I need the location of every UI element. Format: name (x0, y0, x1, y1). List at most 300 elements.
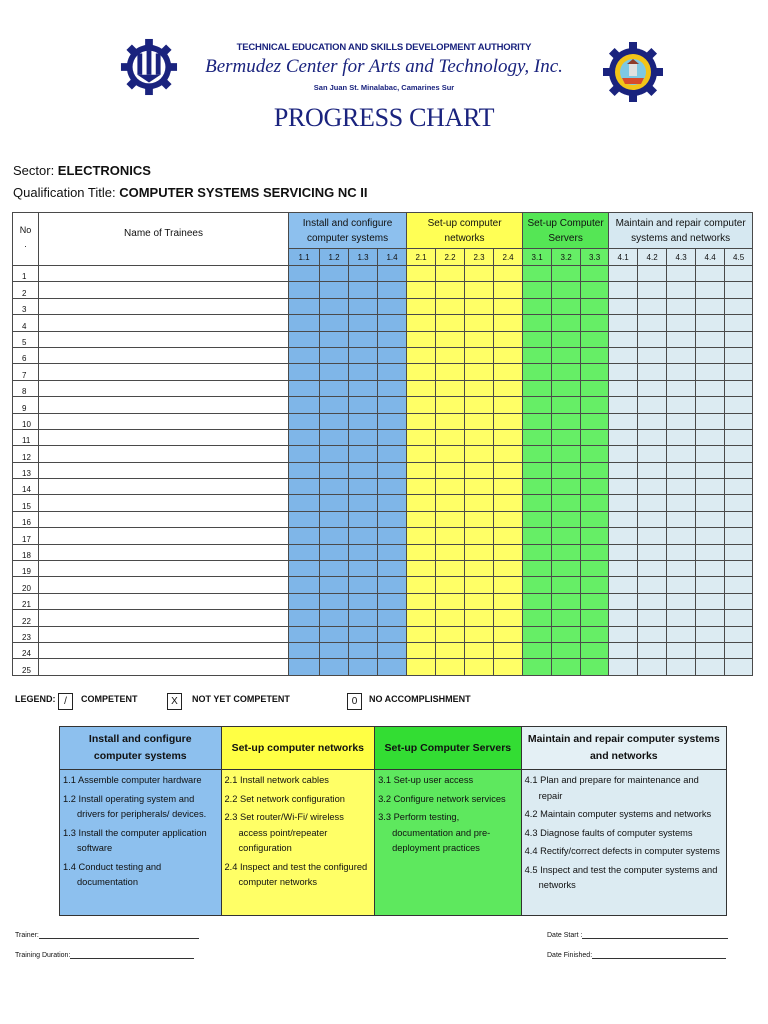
progress-cell[interactable] (465, 446, 494, 462)
progress-cell[interactable] (289, 593, 320, 609)
progress-cell[interactable] (725, 364, 753, 380)
progress-cell[interactable] (494, 462, 523, 478)
progress-cell[interactable] (609, 282, 638, 298)
progress-cell[interactable] (696, 315, 725, 331)
progress-cell[interactable] (696, 495, 725, 511)
progress-cell[interactable] (494, 659, 523, 675)
progress-cell[interactable] (523, 528, 552, 544)
progress-cell[interactable] (349, 315, 378, 331)
progress-cell[interactable] (407, 347, 436, 363)
progress-cell[interactable] (552, 380, 581, 396)
progress-cell[interactable] (609, 659, 638, 675)
progress-cell[interactable] (320, 347, 349, 363)
progress-cell[interactable] (523, 495, 552, 511)
progress-cell[interactable] (609, 626, 638, 642)
progress-cell[interactable] (289, 511, 320, 527)
progress-cell[interactable] (696, 298, 725, 314)
progress-cell[interactable] (465, 413, 494, 429)
progress-cell[interactable] (638, 298, 667, 314)
progress-cell[interactable] (320, 626, 349, 642)
progress-cell[interactable] (320, 446, 349, 462)
date-start-field[interactable] (547, 931, 728, 939)
progress-cell[interactable] (696, 544, 725, 560)
progress-cell[interactable] (289, 642, 320, 658)
progress-cell[interactable] (638, 610, 667, 626)
progress-cell[interactable] (609, 446, 638, 462)
progress-cell[interactable] (638, 413, 667, 429)
progress-cell[interactable] (609, 462, 638, 478)
progress-cell[interactable] (465, 347, 494, 363)
progress-cell[interactable] (349, 495, 378, 511)
progress-cell[interactable] (289, 298, 320, 314)
progress-cell[interactable] (378, 495, 407, 511)
progress-cell[interactable] (523, 479, 552, 495)
progress-cell[interactable] (289, 577, 320, 593)
trainee-name-cell[interactable] (39, 511, 289, 527)
progress-cell[interactable] (289, 380, 320, 396)
progress-cell[interactable] (552, 495, 581, 511)
progress-cell[interactable] (407, 561, 436, 577)
progress-cell[interactable] (725, 642, 753, 658)
progress-cell[interactable] (667, 282, 696, 298)
progress-cell[interactable] (407, 544, 436, 560)
progress-cell[interactable] (436, 380, 465, 396)
progress-cell[interactable] (667, 577, 696, 593)
progress-cell[interactable] (289, 479, 320, 495)
trainee-name-cell[interactable] (39, 659, 289, 675)
progress-cell[interactable] (349, 298, 378, 314)
progress-cell[interactable] (523, 397, 552, 413)
progress-cell[interactable] (349, 266, 378, 282)
progress-cell[interactable] (667, 364, 696, 380)
progress-cell[interactable] (407, 610, 436, 626)
progress-cell[interactable] (320, 298, 349, 314)
progress-cell[interactable] (581, 446, 609, 462)
progress-cell[interactable] (289, 282, 320, 298)
progress-cell[interactable] (725, 413, 753, 429)
progress-cell[interactable] (638, 561, 667, 577)
progress-cell[interactable] (378, 413, 407, 429)
progress-cell[interactable] (320, 495, 349, 511)
progress-cell[interactable] (667, 462, 696, 478)
progress-cell[interactable] (581, 495, 609, 511)
progress-cell[interactable] (696, 659, 725, 675)
progress-cell[interactable] (407, 266, 436, 282)
trainee-name-cell[interactable] (39, 544, 289, 560)
date-finished-line[interactable] (592, 951, 726, 959)
progress-cell[interactable] (378, 347, 407, 363)
trainee-name-cell[interactable] (39, 315, 289, 331)
progress-cell[interactable] (609, 331, 638, 347)
progress-cell[interactable] (289, 331, 320, 347)
progress-cell[interactable] (609, 397, 638, 413)
progress-cell[interactable] (320, 413, 349, 429)
progress-cell[interactable] (465, 626, 494, 642)
progress-cell[interactable] (725, 397, 753, 413)
progress-cell[interactable] (581, 593, 609, 609)
progress-cell[interactable] (609, 610, 638, 626)
progress-cell[interactable] (696, 626, 725, 642)
progress-cell[interactable] (552, 413, 581, 429)
progress-cell[interactable] (696, 331, 725, 347)
progress-cell[interactable] (552, 642, 581, 658)
progress-cell[interactable] (436, 413, 465, 429)
progress-cell[interactable] (320, 544, 349, 560)
progress-cell[interactable] (638, 462, 667, 478)
progress-cell[interactable] (638, 642, 667, 658)
progress-cell[interactable] (523, 462, 552, 478)
progress-cell[interactable] (667, 380, 696, 396)
progress-cell[interactable] (696, 347, 725, 363)
progress-cell[interactable] (436, 315, 465, 331)
progress-cell[interactable] (349, 626, 378, 642)
progress-cell[interactable] (552, 479, 581, 495)
progress-cell[interactable] (494, 544, 523, 560)
progress-cell[interactable] (320, 593, 349, 609)
progress-cell[interactable] (436, 561, 465, 577)
progress-cell[interactable] (609, 364, 638, 380)
progress-cell[interactable] (725, 282, 753, 298)
progress-cell[interactable] (320, 315, 349, 331)
progress-cell[interactable] (552, 511, 581, 527)
progress-cell[interactable] (667, 642, 696, 658)
progress-cell[interactable] (609, 479, 638, 495)
progress-cell[interactable] (465, 380, 494, 396)
progress-cell[interactable] (465, 528, 494, 544)
progress-cell[interactable] (725, 347, 753, 363)
trainer-line[interactable] (39, 931, 199, 939)
progress-cell[interactable] (320, 642, 349, 658)
progress-cell[interactable] (320, 380, 349, 396)
progress-cell[interactable] (609, 298, 638, 314)
progress-cell[interactable] (349, 659, 378, 675)
progress-cell[interactable] (494, 626, 523, 642)
progress-cell[interactable] (378, 282, 407, 298)
progress-cell[interactable] (378, 479, 407, 495)
progress-cell[interactable] (349, 511, 378, 527)
progress-cell[interactable] (349, 413, 378, 429)
progress-cell[interactable] (696, 266, 725, 282)
progress-cell[interactable] (725, 479, 753, 495)
progress-cell[interactable] (523, 364, 552, 380)
progress-cell[interactable] (349, 364, 378, 380)
progress-cell[interactable] (465, 429, 494, 445)
progress-cell[interactable] (696, 397, 725, 413)
progress-cell[interactable] (552, 298, 581, 314)
progress-cell[interactable] (523, 347, 552, 363)
progress-cell[interactable] (581, 315, 609, 331)
progress-cell[interactable] (638, 659, 667, 675)
progress-cell[interactable] (725, 659, 753, 675)
progress-cell[interactable] (638, 315, 667, 331)
progress-cell[interactable] (725, 462, 753, 478)
progress-cell[interactable] (289, 626, 320, 642)
progress-cell[interactable] (378, 298, 407, 314)
progress-cell[interactable] (378, 659, 407, 675)
progress-cell[interactable] (638, 282, 667, 298)
trainee-name-cell[interactable] (39, 331, 289, 347)
progress-cell[interactable] (436, 347, 465, 363)
progress-cell[interactable] (609, 528, 638, 544)
trainee-name-cell[interactable] (39, 413, 289, 429)
progress-cell[interactable] (581, 659, 609, 675)
progress-cell[interactable] (725, 495, 753, 511)
progress-cell[interactable] (465, 511, 494, 527)
trainee-name-cell[interactable] (39, 282, 289, 298)
progress-cell[interactable] (523, 577, 552, 593)
progress-cell[interactable] (581, 479, 609, 495)
progress-cell[interactable] (523, 561, 552, 577)
progress-cell[interactable] (289, 446, 320, 462)
progress-cell[interactable] (696, 429, 725, 445)
progress-cell[interactable] (407, 282, 436, 298)
progress-cell[interactable] (349, 593, 378, 609)
progress-cell[interactable] (638, 495, 667, 511)
progress-cell[interactable] (696, 446, 725, 462)
progress-cell[interactable] (667, 659, 696, 675)
progress-cell[interactable] (494, 528, 523, 544)
progress-cell[interactable] (581, 298, 609, 314)
progress-cell[interactable] (436, 577, 465, 593)
progress-cell[interactable] (494, 577, 523, 593)
progress-cell[interactable] (667, 511, 696, 527)
progress-cell[interactable] (523, 380, 552, 396)
progress-cell[interactable] (696, 479, 725, 495)
progress-cell[interactable] (523, 544, 552, 560)
progress-cell[interactable] (289, 429, 320, 445)
trainee-name-cell[interactable] (39, 479, 289, 495)
progress-cell[interactable] (552, 429, 581, 445)
progress-cell[interactable] (436, 446, 465, 462)
progress-cell[interactable] (609, 593, 638, 609)
progress-cell[interactable] (407, 659, 436, 675)
progress-cell[interactable] (494, 446, 523, 462)
progress-cell[interactable] (609, 380, 638, 396)
progress-cell[interactable] (494, 642, 523, 658)
progress-cell[interactable] (289, 495, 320, 511)
progress-cell[interactable] (638, 544, 667, 560)
progress-cell[interactable] (407, 528, 436, 544)
progress-cell[interactable] (407, 462, 436, 478)
progress-cell[interactable] (725, 528, 753, 544)
progress-cell[interactable] (407, 593, 436, 609)
trainee-name-cell[interactable] (39, 429, 289, 445)
progress-cell[interactable] (289, 397, 320, 413)
trainee-name-cell[interactable] (39, 642, 289, 658)
trainee-name-cell[interactable] (39, 364, 289, 380)
progress-cell[interactable] (320, 364, 349, 380)
progress-cell[interactable] (581, 610, 609, 626)
progress-cell[interactable] (696, 561, 725, 577)
progress-cell[interactable] (436, 528, 465, 544)
progress-cell[interactable] (320, 479, 349, 495)
progress-cell[interactable] (436, 511, 465, 527)
trainee-name-cell[interactable] (39, 397, 289, 413)
progress-cell[interactable] (378, 266, 407, 282)
progress-cell[interactable] (378, 397, 407, 413)
progress-cell[interactable] (523, 659, 552, 675)
progress-cell[interactable] (436, 282, 465, 298)
progress-cell[interactable] (320, 429, 349, 445)
progress-cell[interactable] (494, 347, 523, 363)
progress-cell[interactable] (378, 561, 407, 577)
progress-cell[interactable] (436, 593, 465, 609)
progress-cell[interactable] (465, 610, 494, 626)
progress-cell[interactable] (638, 511, 667, 527)
progress-cell[interactable] (552, 282, 581, 298)
trainee-name-cell[interactable] (39, 266, 289, 282)
progress-cell[interactable] (465, 479, 494, 495)
progress-cell[interactable] (667, 331, 696, 347)
progress-cell[interactable] (378, 446, 407, 462)
progress-cell[interactable] (581, 282, 609, 298)
progress-cell[interactable] (289, 528, 320, 544)
progress-cell[interactable] (667, 528, 696, 544)
progress-cell[interactable] (696, 593, 725, 609)
progress-cell[interactable] (667, 626, 696, 642)
progress-cell[interactable] (609, 561, 638, 577)
progress-cell[interactable] (494, 266, 523, 282)
progress-cell[interactable] (465, 315, 494, 331)
progress-cell[interactable] (725, 380, 753, 396)
progress-cell[interactable] (667, 266, 696, 282)
progress-cell[interactable] (465, 331, 494, 347)
progress-cell[interactable] (320, 511, 349, 527)
progress-cell[interactable] (465, 659, 494, 675)
progress-cell[interactable] (407, 397, 436, 413)
progress-cell[interactable] (465, 544, 494, 560)
progress-cell[interactable] (407, 495, 436, 511)
progress-cell[interactable] (581, 380, 609, 396)
progress-cell[interactable] (378, 626, 407, 642)
trainee-name-cell[interactable] (39, 626, 289, 642)
progress-cell[interactable] (407, 446, 436, 462)
progress-cell[interactable] (581, 429, 609, 445)
progress-cell[interactable] (349, 544, 378, 560)
progress-cell[interactable] (349, 561, 378, 577)
progress-cell[interactable] (407, 511, 436, 527)
progress-cell[interactable] (667, 397, 696, 413)
progress-cell[interactable] (465, 364, 494, 380)
progress-cell[interactable] (581, 561, 609, 577)
trainee-name-cell[interactable] (39, 380, 289, 396)
progress-cell[interactable] (349, 479, 378, 495)
progress-cell[interactable] (465, 397, 494, 413)
progress-cell[interactable] (552, 593, 581, 609)
progress-cell[interactable] (494, 315, 523, 331)
progress-cell[interactable] (523, 429, 552, 445)
progress-cell[interactable] (552, 659, 581, 675)
trainee-name-cell[interactable] (39, 528, 289, 544)
progress-cell[interactable] (552, 331, 581, 347)
progress-cell[interactable] (494, 282, 523, 298)
trainee-name-cell[interactable] (39, 610, 289, 626)
progress-cell[interactable] (436, 479, 465, 495)
progress-cell[interactable] (349, 397, 378, 413)
progress-cell[interactable] (667, 544, 696, 560)
progress-cell[interactable] (494, 380, 523, 396)
progress-cell[interactable] (725, 593, 753, 609)
progress-cell[interactable] (320, 266, 349, 282)
progress-cell[interactable] (378, 462, 407, 478)
progress-cell[interactable] (465, 593, 494, 609)
progress-cell[interactable] (696, 528, 725, 544)
progress-cell[interactable] (696, 380, 725, 396)
progress-cell[interactable] (436, 544, 465, 560)
progress-cell[interactable] (289, 413, 320, 429)
progress-cell[interactable] (407, 413, 436, 429)
progress-cell[interactable] (523, 642, 552, 658)
progress-cell[interactable] (289, 462, 320, 478)
progress-cell[interactable] (609, 544, 638, 560)
progress-cell[interactable] (407, 429, 436, 445)
progress-cell[interactable] (581, 364, 609, 380)
progress-cell[interactable] (320, 331, 349, 347)
progress-cell[interactable] (289, 364, 320, 380)
progress-cell[interactable] (349, 331, 378, 347)
progress-cell[interactable] (289, 315, 320, 331)
progress-cell[interactable] (581, 577, 609, 593)
progress-cell[interactable] (609, 266, 638, 282)
progress-cell[interactable] (289, 544, 320, 560)
progress-cell[interactable] (696, 413, 725, 429)
progress-cell[interactable] (349, 642, 378, 658)
progress-cell[interactable] (378, 380, 407, 396)
progress-cell[interactable] (638, 528, 667, 544)
progress-cell[interactable] (289, 347, 320, 363)
progress-cell[interactable] (320, 659, 349, 675)
progress-cell[interactable] (436, 642, 465, 658)
progress-cell[interactable] (696, 642, 725, 658)
progress-cell[interactable] (552, 610, 581, 626)
trainee-name-cell[interactable] (39, 593, 289, 609)
progress-cell[interactable] (494, 397, 523, 413)
progress-cell[interactable] (523, 331, 552, 347)
progress-cell[interactable] (552, 462, 581, 478)
progress-cell[interactable] (349, 380, 378, 396)
progress-cell[interactable] (638, 577, 667, 593)
progress-cell[interactable] (523, 298, 552, 314)
progress-cell[interactable] (725, 511, 753, 527)
progress-cell[interactable] (552, 446, 581, 462)
progress-cell[interactable] (494, 561, 523, 577)
progress-cell[interactable] (407, 364, 436, 380)
progress-cell[interactable] (494, 331, 523, 347)
progress-cell[interactable] (581, 266, 609, 282)
progress-cell[interactable] (725, 626, 753, 642)
progress-cell[interactable] (552, 364, 581, 380)
progress-cell[interactable] (494, 479, 523, 495)
progress-cell[interactable] (349, 462, 378, 478)
progress-cell[interactable] (289, 610, 320, 626)
progress-cell[interactable] (494, 298, 523, 314)
progress-cell[interactable] (667, 593, 696, 609)
progress-cell[interactable] (289, 266, 320, 282)
progress-cell[interactable] (552, 626, 581, 642)
progress-cell[interactable] (609, 315, 638, 331)
progress-cell[interactable] (436, 429, 465, 445)
progress-cell[interactable] (667, 446, 696, 462)
progress-cell[interactable] (465, 495, 494, 511)
progress-cell[interactable] (552, 397, 581, 413)
progress-cell[interactable] (494, 593, 523, 609)
progress-cell[interactable] (725, 429, 753, 445)
progress-cell[interactable] (696, 364, 725, 380)
trainee-name-cell[interactable] (39, 347, 289, 363)
progress-cell[interactable] (320, 577, 349, 593)
date-start-line[interactable] (582, 931, 728, 939)
progress-cell[interactable] (581, 544, 609, 560)
